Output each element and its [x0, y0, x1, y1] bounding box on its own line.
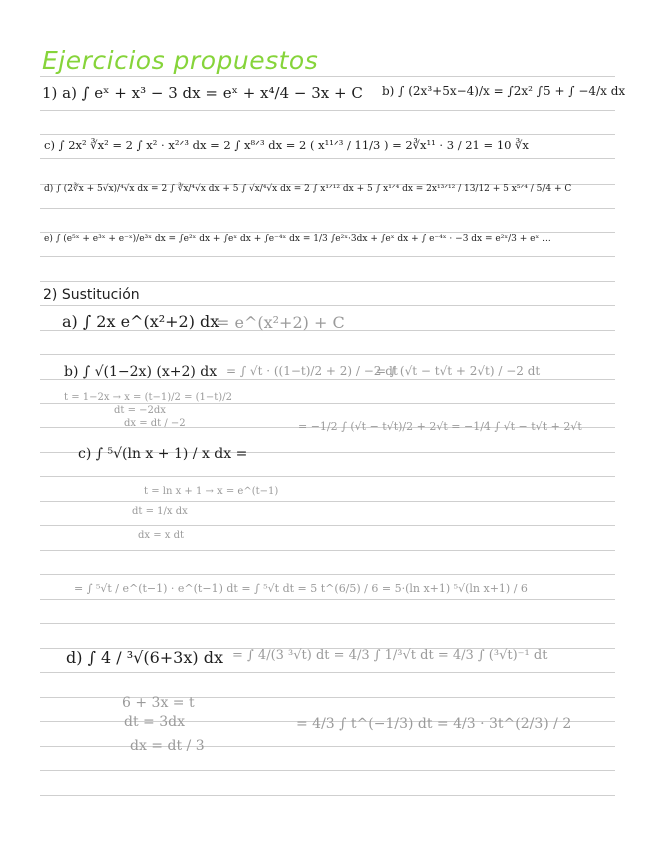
exercise-2b-step: = ∫ √t · ((1−t)/2 + 2) / −2 dt	[226, 364, 398, 378]
page-title: Ejercicios propuestos	[42, 46, 319, 75]
substitution-note: dt = 1/x dx	[132, 506, 188, 517]
ruled-line	[40, 501, 615, 502]
substitution-note: 6 + 3x = t	[122, 695, 195, 711]
ruled-line	[40, 256, 615, 257]
ruled-line	[40, 746, 615, 747]
substitution-note: dt = 3dx	[124, 714, 185, 730]
ruled-line	[40, 232, 615, 233]
exercise-2a-result: = e^(x²+2) + C	[216, 313, 345, 332]
ruled-line	[40, 525, 615, 526]
section-heading: 2) Sustitución	[43, 287, 140, 303]
exercise-2d-step: = ∫ 4/(3 ³√t) dt = 4/3 ∫ 1/³√t dt = 4/3 ∫ (³√t)⁻¹ dt	[232, 648, 548, 663]
exercise-1c: c) ∫ 2x² ∛x² = 2 ∫ x² · x²ᐟ³ dx = 2 ∫ x⁸ᐟ³ dx = 2 ( x¹¹ᐟ³ / 11/3 ) = 2∛x¹¹ · 3 / 21 = 10 ∛x	[44, 138, 529, 152]
exercise-1a: 1) a) ∫ eˣ + x³ − 3 dx = eˣ + x⁴/4 − 3x + C	[42, 84, 363, 102]
ruled-line	[40, 599, 615, 600]
exercise-1b: b) ∫ (2x³+5x−4)/x = ∫2x² ∫5 + ∫ −4/x dx	[382, 84, 626, 98]
exercise-2b: b) ∫ √(1−2x) (x+2) dx	[64, 364, 218, 380]
substitution-note: dx = dt / 3	[130, 738, 205, 754]
substitution-note: dx = x dt	[138, 530, 185, 541]
ruled-line	[40, 76, 615, 77]
ruled-line	[40, 305, 615, 306]
exercise-2d: d) ∫ 4 / ³√(6+3x) dx	[66, 648, 223, 667]
ruled-line	[40, 354, 615, 355]
exercise-2c-continuation: = ∫ ⁵√t / e^(t−1) · e^(t−1) dt = ∫ ⁵√t dt = 5 t^(6/5) / 6 = 5·(ln x+1) ⁵√(ln x+1) / 6	[74, 582, 528, 595]
exercise-2a: a) ∫ 2x e^(x²+2) dx	[62, 312, 220, 331]
exercise-2b-continuation: = −1/2 ∫ (√t − t√t)/2 + 2√t = −1/4 ∫ √t − t√t + 2√t	[298, 420, 582, 433]
exercise-2b-step-2: = ∫ (√t − t√t + 2√t) / −2 dt	[376, 364, 541, 378]
ruled-line	[40, 623, 615, 624]
ruled-line	[40, 574, 615, 575]
substitution-note: t = ln x + 1 → x = e^(t−1)	[144, 486, 279, 497]
ruled-line	[40, 672, 615, 673]
ruled-line	[40, 281, 615, 282]
ruled-line	[40, 208, 615, 209]
exercise-1d: d) ∫ (2∛x + 5√x)/⁴√x dx = 2 ∫ ∛x/⁴√x dx + 5 ∫ √x/⁴√x dx = 2 ∫ x¹ᐟ¹² dx + 5 ∫ x¹ᐟ⁴ dx = 2x¹³ᐟ¹² / 13/12 + 5 x⁵ᐟ⁴ / 5/4 + C	[44, 184, 572, 194]
ruled-line	[40, 476, 615, 477]
ruled-line	[40, 770, 615, 771]
exercise-2d-continuation: = 4/3 ∫ t^(−1/3) dt = 4/3 · 3t^(2/3) / 2	[296, 716, 572, 732]
ruled-line	[40, 795, 615, 796]
ruled-line	[40, 134, 615, 135]
ruled-line	[40, 110, 615, 111]
ruled-line	[40, 403, 615, 404]
exercise-2c: c) ∫ ⁵√(ln x + 1) / x dx =	[78, 446, 248, 462]
ruled-line	[40, 550, 615, 551]
substitution-note: t = 1−2x → x = (t−1)/2 = (1−t)/2	[64, 392, 232, 403]
substitution-note: dx = dt / −2	[124, 418, 186, 429]
substitution-note: dt = −2dx	[114, 405, 166, 416]
exercise-1e: e) ∫ (e⁵ˣ + e³ˣ + e⁻ˣ)/e³ˣ dx = ∫e²ˣ dx + ∫eˣ dx + ∫e⁻⁴ˣ dx = 1/3 ∫e²ˣ·3dx + ∫eˣ dx + ∫ e⁻⁴ˣ · −3 dx = e²ˣ/3 + eˣ ...	[44, 234, 551, 244]
ruled-line	[40, 158, 615, 159]
